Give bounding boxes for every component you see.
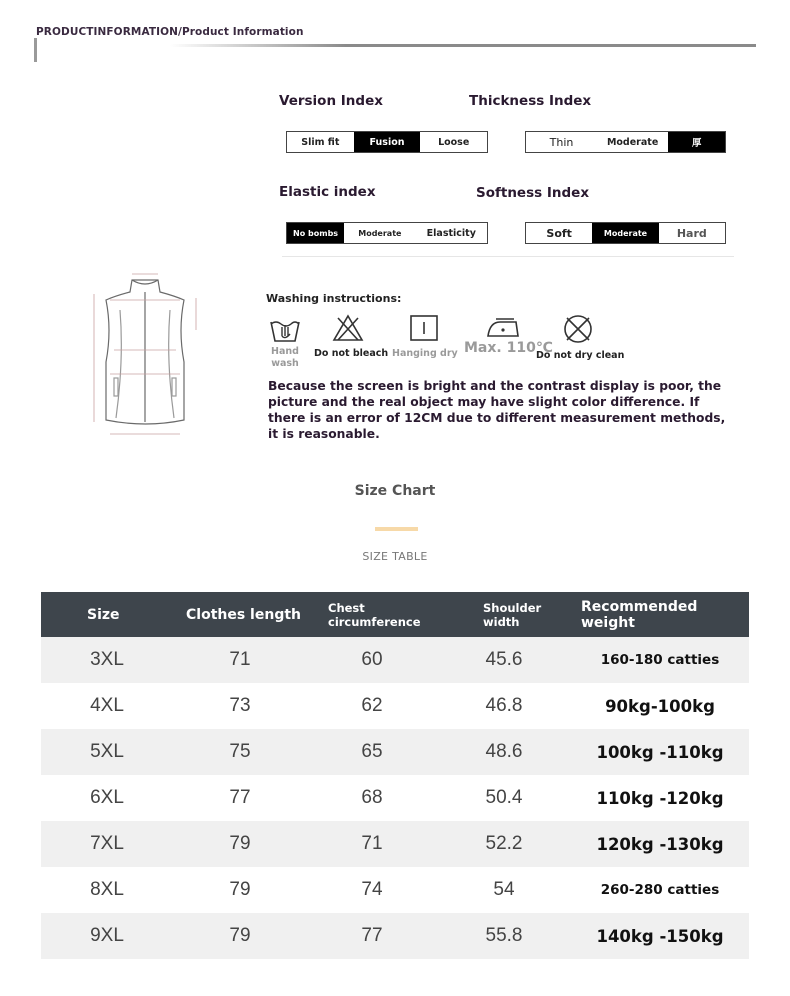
- care-label-iron: Max. 110℃: [464, 340, 553, 356]
- header-tick: [34, 38, 37, 62]
- care-no-dry-clean: [536, 314, 625, 361]
- cell-shoulder: 52.2: [485, 833, 523, 854]
- cell-shoulder: 55.8: [485, 925, 523, 946]
- section-header-title: PRODUCTINFORMATION/Product Information: [36, 26, 304, 38]
- elastic-index-scale: [286, 222, 488, 244]
- iron-icon: [482, 314, 522, 340]
- table-row: [41, 775, 749, 821]
- version-index-scale: [286, 131, 488, 153]
- cell-recommended-weight: 120kg -130kg: [596, 834, 724, 854]
- cell-recommended-weight: 260-280 catties: [600, 882, 720, 898]
- cell-clothes-length: 73: [229, 695, 251, 716]
- cell-clothes-length: 79: [229, 925, 251, 946]
- washing-instructions-title: Washing instructions:: [266, 292, 402, 305]
- thickness-option-thick: 厚: [668, 132, 725, 152]
- cell-size: 5XL: [90, 741, 124, 762]
- softness-option-soft: Soft: [526, 223, 592, 243]
- size-table-header: [41, 592, 749, 637]
- cell-shoulder: 45.6: [485, 649, 523, 670]
- cell-recommended-weight: 110kg -120kg: [596, 788, 724, 808]
- softness-option-moderate: Moderate: [592, 223, 658, 243]
- table-row: [41, 683, 749, 729]
- version-option-slim-fit: Slim fit: [287, 132, 354, 152]
- cell-size: 7XL: [90, 833, 124, 854]
- no-bleach-icon: [332, 314, 364, 342]
- softness-index-scale: [525, 222, 726, 244]
- care-no-bleach: [314, 314, 389, 359]
- softness-option-hard: Hard: [659, 223, 725, 243]
- cell-chest: 65: [361, 741, 383, 762]
- thickness-index-title: Thickness Index: [469, 93, 592, 109]
- cell-size: 9XL: [90, 925, 124, 946]
- header-divider: [170, 44, 756, 47]
- size-table: [41, 592, 749, 959]
- cell-clothes-length: 71: [229, 649, 251, 670]
- size-chart-title: Size Chart: [354, 483, 436, 499]
- version-option-loose: Loose: [420, 132, 487, 152]
- cell-recommended-weight: 140kg -150kg: [596, 926, 724, 946]
- col-header-shoulder: Shoulder width: [483, 600, 542, 629]
- cell-shoulder: 48.6: [485, 741, 523, 762]
- cell-size: 8XL: [90, 879, 124, 900]
- size-table-subtitle: SIZE TABLE: [362, 550, 428, 563]
- cell-clothes-length: 79: [229, 879, 251, 900]
- elastic-index-title: Elastic index: [279, 184, 376, 200]
- cell-recommended-weight: 90kg-100kg: [605, 696, 715, 716]
- table-row: [41, 637, 749, 683]
- cell-chest: 62: [361, 695, 383, 716]
- thickness-index-scale: [525, 131, 726, 153]
- table-row: [41, 913, 749, 959]
- thickness-option-moderate: Moderate: [597, 132, 668, 152]
- cell-clothes-length: 75: [229, 741, 251, 762]
- no-dry-clean-icon: [561, 314, 595, 344]
- cell-shoulder: 54: [493, 879, 515, 900]
- version-index-title: Version Index: [279, 93, 383, 109]
- col-header-chest: Chest circumference: [328, 600, 421, 629]
- col-header-size: Size: [87, 606, 120, 623]
- cell-size: 6XL: [90, 787, 124, 808]
- hand-wash-icon: [268, 314, 302, 344]
- version-option-fusion: Fusion: [354, 132, 421, 152]
- thickness-option-thin: Thin: [526, 132, 597, 152]
- care-hand-wash: [266, 314, 304, 370]
- softness-index-title: Softness Index: [476, 185, 590, 201]
- cell-clothes-length: 77: [229, 787, 251, 808]
- cell-shoulder: 46.8: [485, 695, 523, 716]
- cell-chest: 74: [361, 879, 383, 900]
- size-chart-accent-bar: [375, 527, 418, 531]
- cell-size: 4XL: [90, 695, 124, 716]
- index-divider: [282, 256, 734, 257]
- cell-chest: 68: [361, 787, 383, 808]
- cell-chest: 71: [361, 833, 383, 854]
- elastic-option-moderate: Moderate: [344, 223, 415, 243]
- cell-recommended-weight: 100kg -110kg: [596, 742, 724, 762]
- vest-measurement-sketch: [80, 270, 210, 442]
- cell-chest: 77: [361, 925, 383, 946]
- cell-recommended-weight: 160-180 catties: [600, 652, 720, 668]
- table-row: [41, 867, 749, 913]
- cell-chest: 60: [361, 649, 383, 670]
- care-hanging-dry: [392, 314, 456, 359]
- table-row: [41, 729, 749, 775]
- care-iron: [464, 314, 553, 356]
- care-label-no-dry-clean: Do not dry clean: [536, 350, 625, 361]
- cell-size: 3XL: [90, 649, 124, 670]
- care-label-no-bleach: Do not bleach: [314, 348, 389, 359]
- cell-clothes-length: 79: [229, 833, 251, 854]
- table-row: [41, 821, 749, 867]
- color-disclaimer-text: Because the screen is bright and the contrast display is poor, the picture and the real object may have slight color difference. If there is an error of 12CM due to different measurement methods, it is reasonable.: [268, 379, 726, 441]
- col-header-clothes-length: Clothes length: [186, 606, 301, 623]
- elastic-option-no-bombs: No bombs: [287, 223, 344, 243]
- size-table-body: [41, 637, 749, 959]
- col-header-recommended-weight: Recommended weight: [581, 598, 698, 631]
- hanging-dry-icon: [409, 314, 439, 342]
- care-label-hand-wash: Hand wash: [271, 346, 299, 369]
- elastic-option-elasticity: Elasticity: [416, 223, 487, 243]
- cell-shoulder: 50.4: [485, 787, 523, 808]
- care-label-hanging-dry: Hanging dry: [392, 348, 458, 359]
